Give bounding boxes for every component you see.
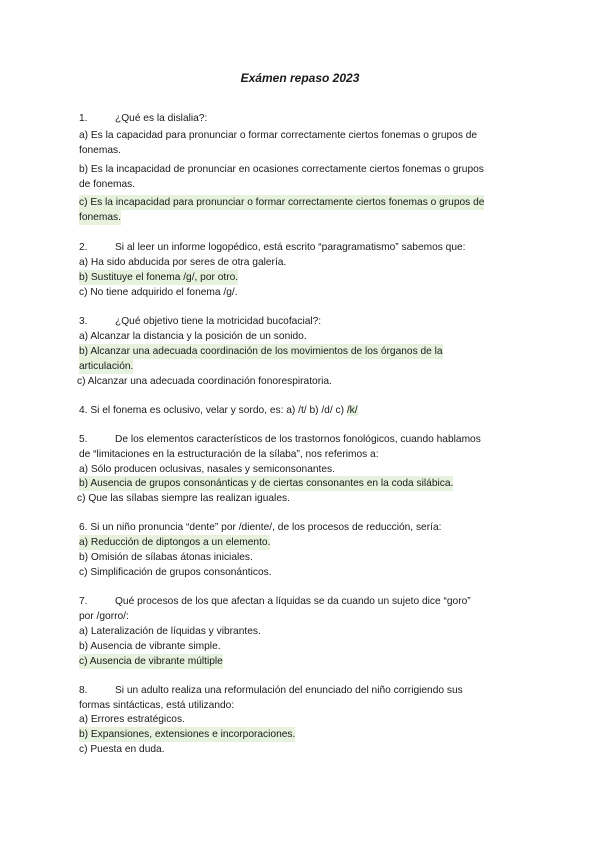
question-3-number: 3.: [79, 316, 88, 327]
question-7-text-line2: por /gorro/:: [79, 611, 129, 622]
q7-option-b: b) Ausencia de vibrante simple.: [79, 641, 221, 652]
question-2-text: Si al leer un informe logopédico, está escrito “paragramatismo” sabemos que:: [115, 242, 466, 253]
q1-option-b-line2: de fonemas.: [79, 179, 136, 190]
q5-option-b-correct: b) Ausencia de grupos consonánticas y de ciertas consonantes en la coda silábica.: [79, 478, 454, 489]
question-4-text: 4. Si el fonema es oclusivo, velar y sordo, es: a) /t/ b) /d/ c): [79, 405, 344, 416]
document-title: Exámen repaso 2023: [240, 71, 360, 85]
question-1: [79, 111, 207, 126]
q3-option-b-line1-correct: b) Alcanzar una adecuada coordinación de los movimientos de los órganos de la: [79, 346, 443, 357]
q4-answer-correct: /k/: [346, 405, 358, 416]
question-2-number: 2.: [79, 242, 88, 253]
q6-option-a-correct: a) Reducción de diptongos a un elemento.: [79, 537, 271, 548]
question-8-text-line1: Si un adulto realiza una reformulación del enunciado del niño corrigiendo sus: [115, 685, 463, 696]
q6-option-b: b) Omisión de sílabas átonas iniciales.: [79, 552, 253, 563]
question-5-text-line2: de “limitaciones en la estructuración de la sílaba”, nos referimos a:: [79, 449, 379, 460]
q7-option-c-correct: c) Ausencia de vibrante múltiple: [79, 656, 223, 667]
q1-option-c-line2-correct: fonemas.: [79, 212, 121, 223]
question-7-text-line1: Qué procesos de los que afectan a líquidas se da cuando un sujeto dice “goro”: [115, 596, 471, 607]
question-2: [79, 240, 466, 255]
question-5: [79, 432, 481, 447]
q8-option-a: a) Errores estratégicos.: [79, 714, 185, 725]
q2-option-c: c) No tiene adquirido el fonema /g/.: [79, 287, 238, 298]
q1-option-a-line1: a) Es la capacidad para pronunciar o formar correctamente ciertos fonemas o grupos de: [79, 130, 478, 141]
question-8: [79, 683, 463, 698]
q3-option-a: a) Alcanzar la distancia y la posición de un sonido.: [79, 331, 307, 342]
question-6: 6. Si un niño pronuncia “dente” por /diente/, de los procesos de reducción, sería:: [79, 522, 442, 533]
q1-option-a-line2: fonemas.: [79, 145, 121, 156]
question-7-number: 7.: [79, 596, 88, 607]
q8-option-b-correct: b) Expansiones, extensiones e incorporaciones.: [79, 729, 296, 740]
question-1-text: ¿Qué es la dislalia?:: [115, 113, 208, 124]
q1-option-c-line1-correct: c) Es la incapacidad para pronunciar o formar correctamente ciertos fonemas o grupos de: [79, 197, 485, 208]
question-5-number: 5.: [79, 434, 88, 445]
question-3: [79, 314, 321, 329]
question-4: [79, 403, 358, 418]
question-5-text-line1: De los elementos característicos de los trastornos fonológicos, cuando hablamos: [115, 434, 481, 445]
q7-option-a: a) Lateralización de líquidas y vibrantes.: [79, 626, 261, 637]
q6-option-c: c) Simplificación de grupos consonánticos.: [79, 567, 272, 578]
question-8-text-line2: formas sintácticas, está utilizando:: [79, 700, 235, 711]
q5-option-c: c) Que las sílabas siempre las realizan iguales.: [77, 493, 290, 504]
question-3-text: ¿Qué objetivo tiene la motricidad bucofacial?:: [115, 316, 322, 327]
q1-option-b-line1: b) Es la incapacidad de pronunciar en ocasiones correctamente ciertos fonemas o grupos: [79, 164, 484, 175]
q3-option-b-line2-correct: articulación.: [79, 361, 134, 372]
question-8-number: 8.: [79, 685, 88, 696]
q2-option-a: a) Ha sido abducida por seres de otra galería.: [79, 257, 287, 268]
question-7: [79, 594, 471, 609]
q2-option-b-correct: b) Sustituye el fonema /g/, por otro.: [79, 272, 239, 283]
question-1-number: 1.: [79, 113, 88, 124]
q3-option-c: c) Alcanzar una adecuada coordinación fonorespiratoria.: [77, 376, 332, 387]
q5-option-a: a) Sólo producen oclusivas, nasales y semiconsonantes.: [79, 464, 335, 475]
q8-option-c: c) Puesta en duda.: [79, 744, 165, 755]
